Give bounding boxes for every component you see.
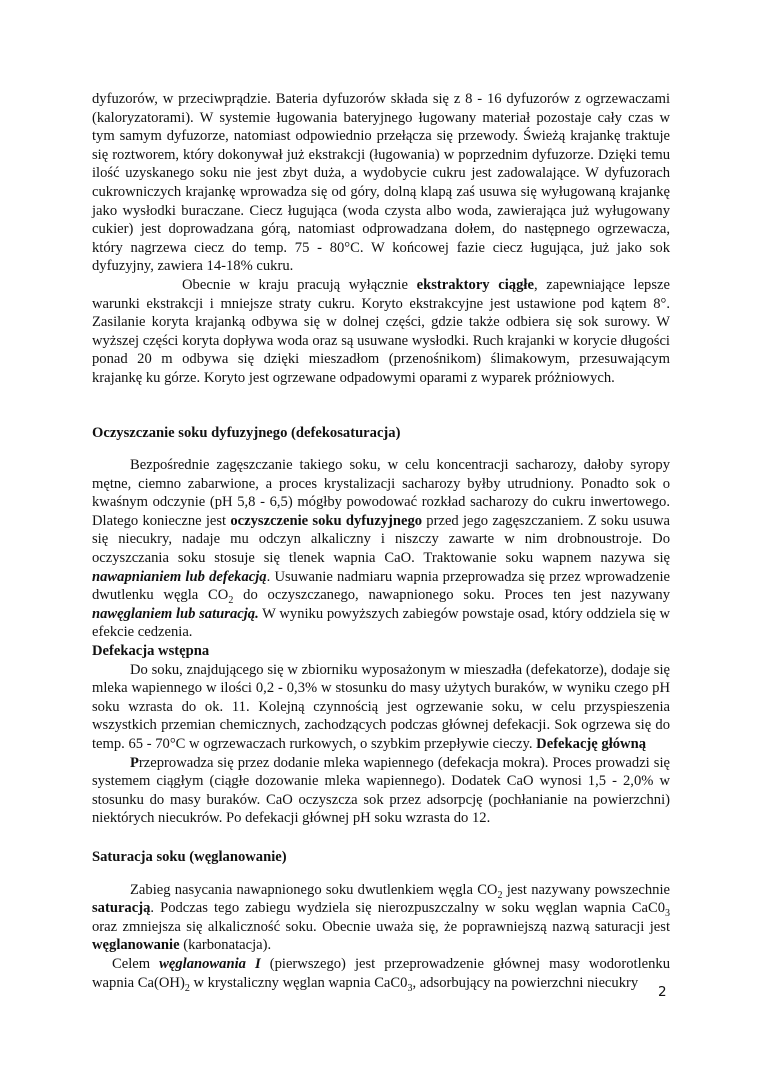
paragraph-carbonation-one <box>92 955 670 992</box>
text-run: . Podczas tego zabiegu wydziela się nierozpuszczalny w soku węglan wapnia CaC0 <box>150 900 665 917</box>
section-heading-oczyszczanie: Oczyszczanie soku dyfuzyjnego (defekosaturacja) <box>92 424 401 441</box>
bold-term: Defekację główną <box>536 736 647 752</box>
text-run: Obecnie w kraju pracują wyłącznie <box>182 276 417 293</box>
text-run: (pierwszego) jest przeprowadzenie głównej masy wodorotlenku wapnia Ca(OH) <box>92 955 670 991</box>
text-run: rzeprowadza się przez dodanie mleka wapiennego (defekacja mokra). Proces prowadzi się systemem ciągłym (ciągłe dozowanie mleka wapiennego). Dodatek CaO wynosi 1,5 - 2,0% w stosunku do masy buraków. CaO oczyszcza sok przez adsorpcję (pochłanianie na powierzchni) niektórych niecukrów. Po defekacji głównej pH soku wzrasta do 12. <box>92 754 670 827</box>
text-run: , adsorbujący na powierzchni niecukry <box>412 974 639 991</box>
paragraph-continuous-extractors <box>92 276 670 388</box>
subscript: 3 <box>665 908 670 920</box>
subscript: 2 <box>228 595 234 607</box>
bold-term: oczyszczenie soku dyfuzyjnego <box>230 512 423 529</box>
text-run: Celem <box>112 955 160 972</box>
text-run: przed jego zagęszczaniem. Z soku usuwa się niecukry, nadaje mu odczyn alkaliczny i niszczy zawarte w nim drobnoustroje. Do oczyszczania soku stosuje się tlenek wapnia CaO. Traktowanie soku wapnem nazywa się <box>92 512 670 567</box>
text-run: dyfuzorów, w przeciwprądzie. Bateria dyfuzorów składa się z 8 - 16 dyfuzorów z ogrzewaczami (kaloryzatorami). W systemie ługowania bateryjnego ługowany materiał pozostaje cały czas w tym samym dyfuzorze, natomiast odpowiednio przełącza się przewody. Świeżą krajankę traktuje się roztworem, który dokonywał już ekstrakcji (ługowania) w poprzednim dyfuzorze. Dzięki temu ilość uzyskanego soku nie jest zbyt duża, a wydobycie cukru jest zadowalające. W dyfuzorach cukrowniczych krajankę wprowadza się od góry, dolną klapą zaś usuwa się wyługowaną krajankę jako wysłodki buraczane. Ciecz ługująca (woda czysta albo woda, zawierająca już wyługowany cukier) jest doprowadzana górą, natomiast odprowadzana dołem, do następnego ogrzewacza, który nagrzewa ciecz do temp. 75 - 80°C. W końcowej fazie ciecz ługująca, już jako sok dyfuzyjny, zawiera 14-18% cukru. <box>92 91 670 275</box>
bold-term: saturacją <box>92 900 151 917</box>
text-run: w krystaliczny węglan wapnia CaC0 <box>189 974 408 991</box>
page-number: 2 <box>658 984 667 1000</box>
section-heading-defekacja-wstepna: Defekacja wstępna <box>92 643 210 660</box>
bold-letter: P <box>130 754 139 771</box>
bold-italic-term: nawapnianiem lub defekacją <box>92 568 267 585</box>
text-run: do oczyszczanego, nawapnionego soku. Proces ten jest nazywany <box>233 587 670 604</box>
subscript: 2 <box>497 889 503 901</box>
page-content <box>92 90 670 992</box>
paragraph-pre-defecation <box>92 661 670 754</box>
paragraph-purification <box>92 456 670 642</box>
bold-term: ekstraktory ciągłe <box>416 276 534 293</box>
subscript: 2 <box>184 982 190 994</box>
paragraph-diffusers <box>92 90 670 276</box>
paragraph-main-defecation <box>92 754 670 828</box>
text-run: jest nazywany powszechnie <box>502 881 670 898</box>
bold-italic-term: węglanowania I <box>159 955 261 972</box>
subscript: 3 <box>407 982 413 994</box>
text-run: W wyniku powyższych zabiegów powstaje osad, który oddziela się w efekcie cedzenia. <box>92 605 671 641</box>
text-run: , zapewniające lepsze warunki ekstrakcji i mniejsze straty cukru. Koryto ekstrakcyjne jest ustawione pod kątem 8°. Zasilanie koryta krajanką odbywa się w dolnej części, gdzie także odbiera się sok surowy. W wyższej części koryta dopływa woda oraz są usuwane wysłodki. Ruch krajanki w korycie długości ponad 20 m odbywa się dzięki mieszadłom (przenośnikom) ślimakowym, przesuwającym krajankę ku górze. Koryto jest ogrzewane odpadowymi oparami z wyparek próżniowych. <box>92 276 670 386</box>
section-heading-saturacja: Saturacja soku (węglanowanie) <box>92 848 287 865</box>
text-run: Bezpośrednie zagęszczanie takiego soku, w celu koncentracji sacharozy, dałoby syropy mętne, ciemno zabarwione, a proces krystalizacji sacharozy byłby utrudniony. Ponadto sok o kwaśnym odczynie (pH 5,8 - 6,5) mógłby powodować rozkład sacharozy do cukru inwertowego. Dlatego konieczne jest <box>92 457 670 529</box>
paragraph-saturation <box>92 881 670 955</box>
bold-term: węglanowanie <box>92 937 180 954</box>
text-run: (karbonatacja). <box>179 937 272 954</box>
bold-italic-term: nawęglaniem lub saturacją. <box>92 605 259 622</box>
text-run: . Usuwanie nadmiaru wapnia przeprowadza się przez wprowadzenie dwutlenku węgla CO <box>92 568 670 604</box>
text-run: Do soku, znajdującego się w zbiorniku wyposażonym w mieszadła (defekatorze), dodaje się mleka wapiennego w ilości 0,2 - 0,3% w stosunku do masy użytych buraków, w wyniku czego pH soku wzrasta do ok. 11. Kolejną czynnością jest ogrzewanie soku, w celu przyspieszenia wszystkich przemian chemicznych, zachodzących podczas głównej defekacji. Sok ogrzewa się do temp. 65 - 70°C w ogrzewaczach rurkowych, o szybkim przepływie cieczy. <box>92 661 670 752</box>
text-run: oraz zmniejsza się alkaliczność soku. Obecnie uważa się, że poprawniejszą nazwą saturacji jest <box>92 918 670 935</box>
text-run: Zabieg nasycania nawapnionego soku dwutlenkiem węgla CO <box>130 881 498 898</box>
